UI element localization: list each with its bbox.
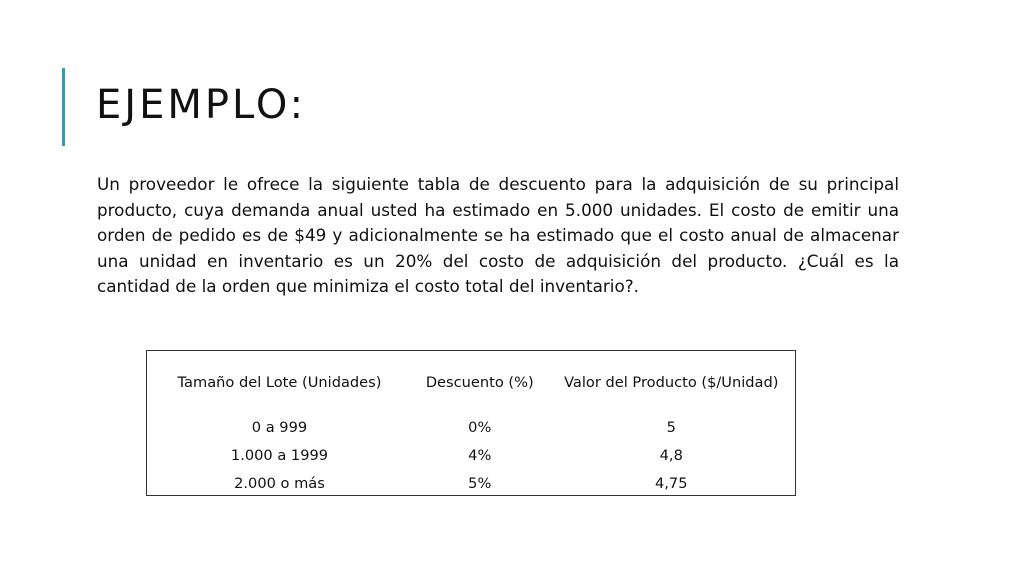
- table-row: [147, 413, 795, 441]
- discount-table: [146, 350, 796, 496]
- cell-product-value: 4,8: [659, 446, 683, 464]
- cell-discount: 5%: [468, 474, 492, 492]
- header-product-value: Valor del Producto ($/Unidad): [564, 373, 779, 391]
- cell-product-value: 5: [666, 418, 676, 436]
- table-row: [147, 469, 795, 497]
- cell-discount: 0%: [468, 418, 492, 436]
- header-lot-size: Tamaño del Lote (Unidades): [177, 373, 382, 391]
- title-accent-bar: [62, 68, 65, 146]
- cell-discount: 4%: [468, 446, 492, 464]
- cell-lot-size: 2.000 o más: [234, 474, 325, 492]
- discount-table-grid: [147, 351, 795, 497]
- header-discount: Descuento (%): [425, 373, 534, 391]
- cell-lot-size: 0 a 999: [251, 418, 308, 436]
- cell-lot-size: 1.000 a 1999: [230, 446, 329, 464]
- table-header-row: [147, 351, 795, 413]
- slide-title: EJEMPLO:: [96, 82, 307, 128]
- problem-statement: Un proveedor le ofrece la siguiente tabla de descuento para la adquisición de su principal producto, cuya demanda anual usted ha estimado en 5.000 unidades. El costo de emitir una orden de pedido es de $49 y adicionalmente se ha estimado que el costo anual de almacenar una unidad en inventario es un 20% del costo de adquisición del producto. ¿Cuál es la cantidad de la orden que minimiza el costo total del inventario?.: [97, 174, 899, 297]
- cell-product-value: 4,75: [655, 474, 688, 492]
- table-row: [147, 441, 795, 469]
